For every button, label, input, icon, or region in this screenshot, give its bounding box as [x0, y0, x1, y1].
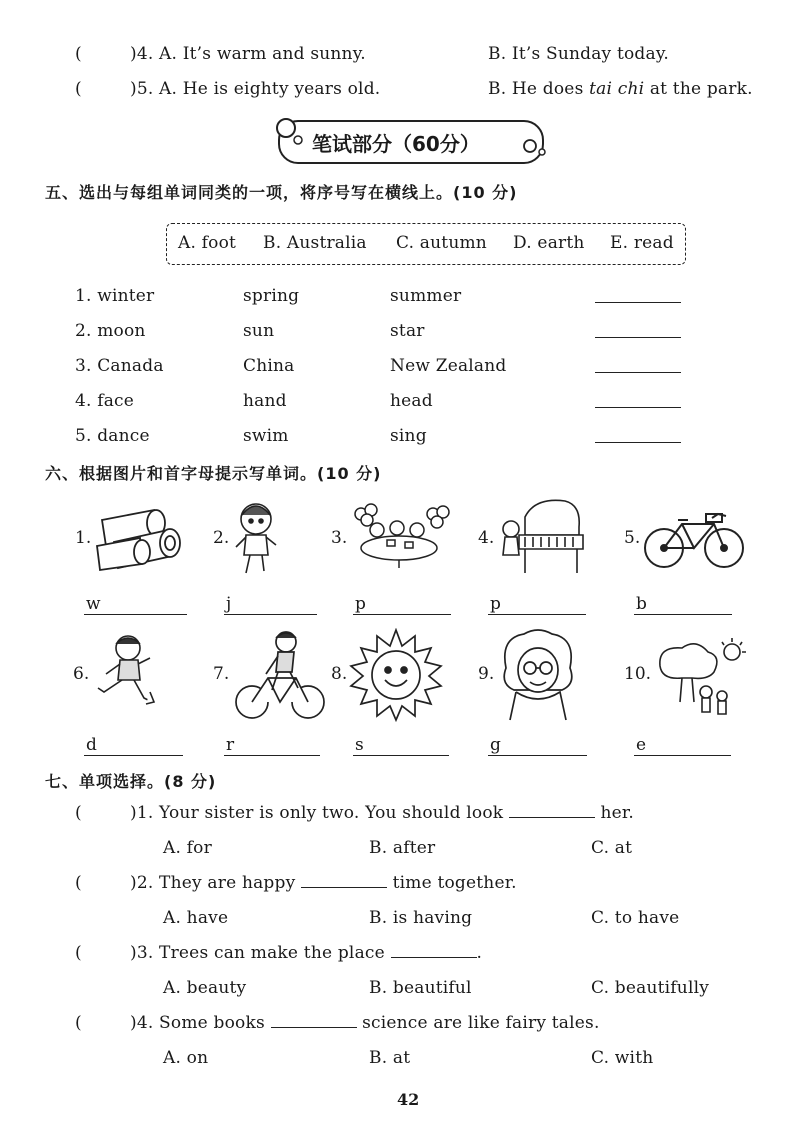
grandma-icon — [496, 628, 580, 722]
choice-b[interactable]: B. beautiful — [369, 978, 472, 998]
choice-b[interactable]: B. after — [369, 838, 436, 858]
word-cell: hand — [243, 391, 287, 411]
fill-blank[interactable] — [509, 803, 595, 818]
party-icon — [347, 500, 453, 570]
word-cell: 5. dance — [75, 426, 150, 446]
logs-icon — [92, 502, 188, 572]
answer-line[interactable] — [595, 337, 681, 338]
fill-blank[interactable] — [391, 943, 477, 958]
word-cell: 2. moon — [75, 321, 146, 341]
picture-number: 2. — [213, 528, 230, 548]
running-boy-icon — [94, 632, 166, 712]
sun-icon — [349, 628, 443, 722]
bubble-decoration-icon — [270, 116, 310, 146]
word-cell: sing — [390, 426, 427, 446]
hint-letter: r — [226, 735, 235, 755]
word-cell: sun — [243, 321, 275, 341]
picture-number: 3. — [331, 528, 348, 548]
word-cell: spring — [243, 286, 300, 306]
choice-b[interactable]: B. is having — [369, 908, 473, 928]
picture-number: 10. — [624, 664, 652, 684]
answer-paren[interactable]: ( — [75, 873, 82, 893]
option-d: D. earth — [513, 233, 585, 253]
choice-c[interactable]: C. beautifully — [591, 978, 710, 998]
choice-a[interactable]: A. beauty — [163, 978, 247, 998]
answer-paren[interactable]: ( — [75, 79, 82, 99]
word-cell: star — [390, 321, 425, 341]
word-cell: summer — [390, 286, 462, 306]
section-7-heading: 七、单项选择。(8 分) — [45, 772, 217, 791]
hint-letter: e — [636, 735, 647, 755]
answer-line[interactable] — [595, 407, 681, 408]
question-5-a: )5. A. He is eighty years old. — [130, 79, 381, 99]
answer-line[interactable] — [353, 755, 449, 756]
hint-letter: p — [490, 594, 501, 614]
answer-line[interactable] — [224, 614, 317, 615]
answer-line[interactable] — [595, 372, 681, 373]
answer-line[interactable] — [595, 442, 681, 443]
word-cell: head — [390, 391, 433, 411]
earth-scene-icon — [652, 636, 748, 718]
answer-paren[interactable]: ( — [75, 44, 82, 64]
hint-letter: s — [355, 735, 364, 755]
hint-letter: w — [86, 594, 101, 614]
hint-letter: b — [636, 594, 647, 614]
question-4: )4. Some books science are like fairy tales. — [130, 1013, 600, 1033]
picture-number: 7. — [213, 664, 230, 684]
choice-b[interactable]: B. at — [369, 1048, 411, 1068]
hint-letter: j — [226, 594, 232, 614]
choice-c[interactable]: C. to have — [591, 908, 680, 928]
hint-letter: g — [490, 735, 501, 755]
written-section-title: 笔试部分（60分） — [312, 132, 480, 156]
word-cell: 1. winter — [75, 286, 155, 306]
question-3: )3. Trees can make the place . — [130, 943, 483, 963]
choice-c[interactable]: C. at — [591, 838, 633, 858]
answer-paren[interactable]: ( — [75, 943, 82, 963]
bike-icon — [642, 510, 746, 570]
picture-number: 8. — [331, 664, 348, 684]
page-number: 42 — [397, 1090, 420, 1109]
question-4-a: )4. A. It’s warm and sunny. — [130, 44, 366, 64]
section-5-heading: 五、选出与每组单词同类的一项，将序号写在横线上。(10 分) — [45, 183, 518, 202]
hint-letter: p — [355, 594, 366, 614]
jumping-girl-icon — [232, 497, 280, 579]
question-2: )2. They are happy time together. — [130, 873, 517, 893]
answer-paren[interactable]: ( — [75, 1013, 82, 1033]
choice-a[interactable]: A. on — [163, 1048, 209, 1068]
fill-blank[interactable] — [301, 873, 387, 888]
answer-line[interactable] — [488, 614, 586, 615]
bubble-decoration-icon — [520, 136, 550, 160]
picture-number: 1. — [75, 528, 92, 548]
option-b: B. Australia — [263, 233, 367, 253]
answer-line[interactable] — [224, 755, 320, 756]
picture-number: 9. — [478, 664, 495, 684]
answer-paren[interactable]: ( — [75, 803, 82, 823]
fill-blank[interactable] — [271, 1013, 357, 1028]
word-cell: New Zealand — [390, 356, 507, 376]
picture-number: 4. — [478, 528, 495, 548]
choice-a[interactable]: A. for — [163, 838, 212, 858]
answer-line[interactable] — [634, 614, 732, 615]
choice-c[interactable]: C. with — [591, 1048, 654, 1068]
choice-a[interactable]: A. have — [163, 908, 229, 928]
answer-line[interactable] — [488, 755, 587, 756]
hint-letter: d — [86, 735, 97, 755]
option-e: E. read — [610, 233, 674, 253]
picture-number: 5. — [624, 528, 641, 548]
answer-line[interactable] — [353, 614, 451, 615]
word-cell: swim — [243, 426, 289, 446]
option-a: A. foot — [178, 233, 237, 253]
answer-line[interactable] — [634, 755, 731, 756]
piano-icon — [495, 497, 587, 577]
answer-line[interactable] — [84, 755, 183, 756]
question-4-b: B. It’s Sunday today. — [488, 44, 669, 64]
picture-number: 6. — [73, 664, 90, 684]
word-cell: China — [243, 356, 295, 376]
boy-riding-bike-icon — [232, 626, 328, 720]
section-6-heading: 六、根据图片和首字母提示写单词。(10 分) — [45, 464, 382, 483]
answer-line[interactable] — [84, 614, 187, 615]
answer-line[interactable] — [595, 302, 681, 303]
word-cell: 4. face — [75, 391, 135, 411]
question-1: )1. Your sister is only two. You should look her. — [130, 803, 634, 823]
word-cell: 3. Canada — [75, 356, 164, 376]
option-c: C. autumn — [396, 233, 487, 253]
question-5-b: B. He does tai chi at the park. — [488, 79, 753, 99]
